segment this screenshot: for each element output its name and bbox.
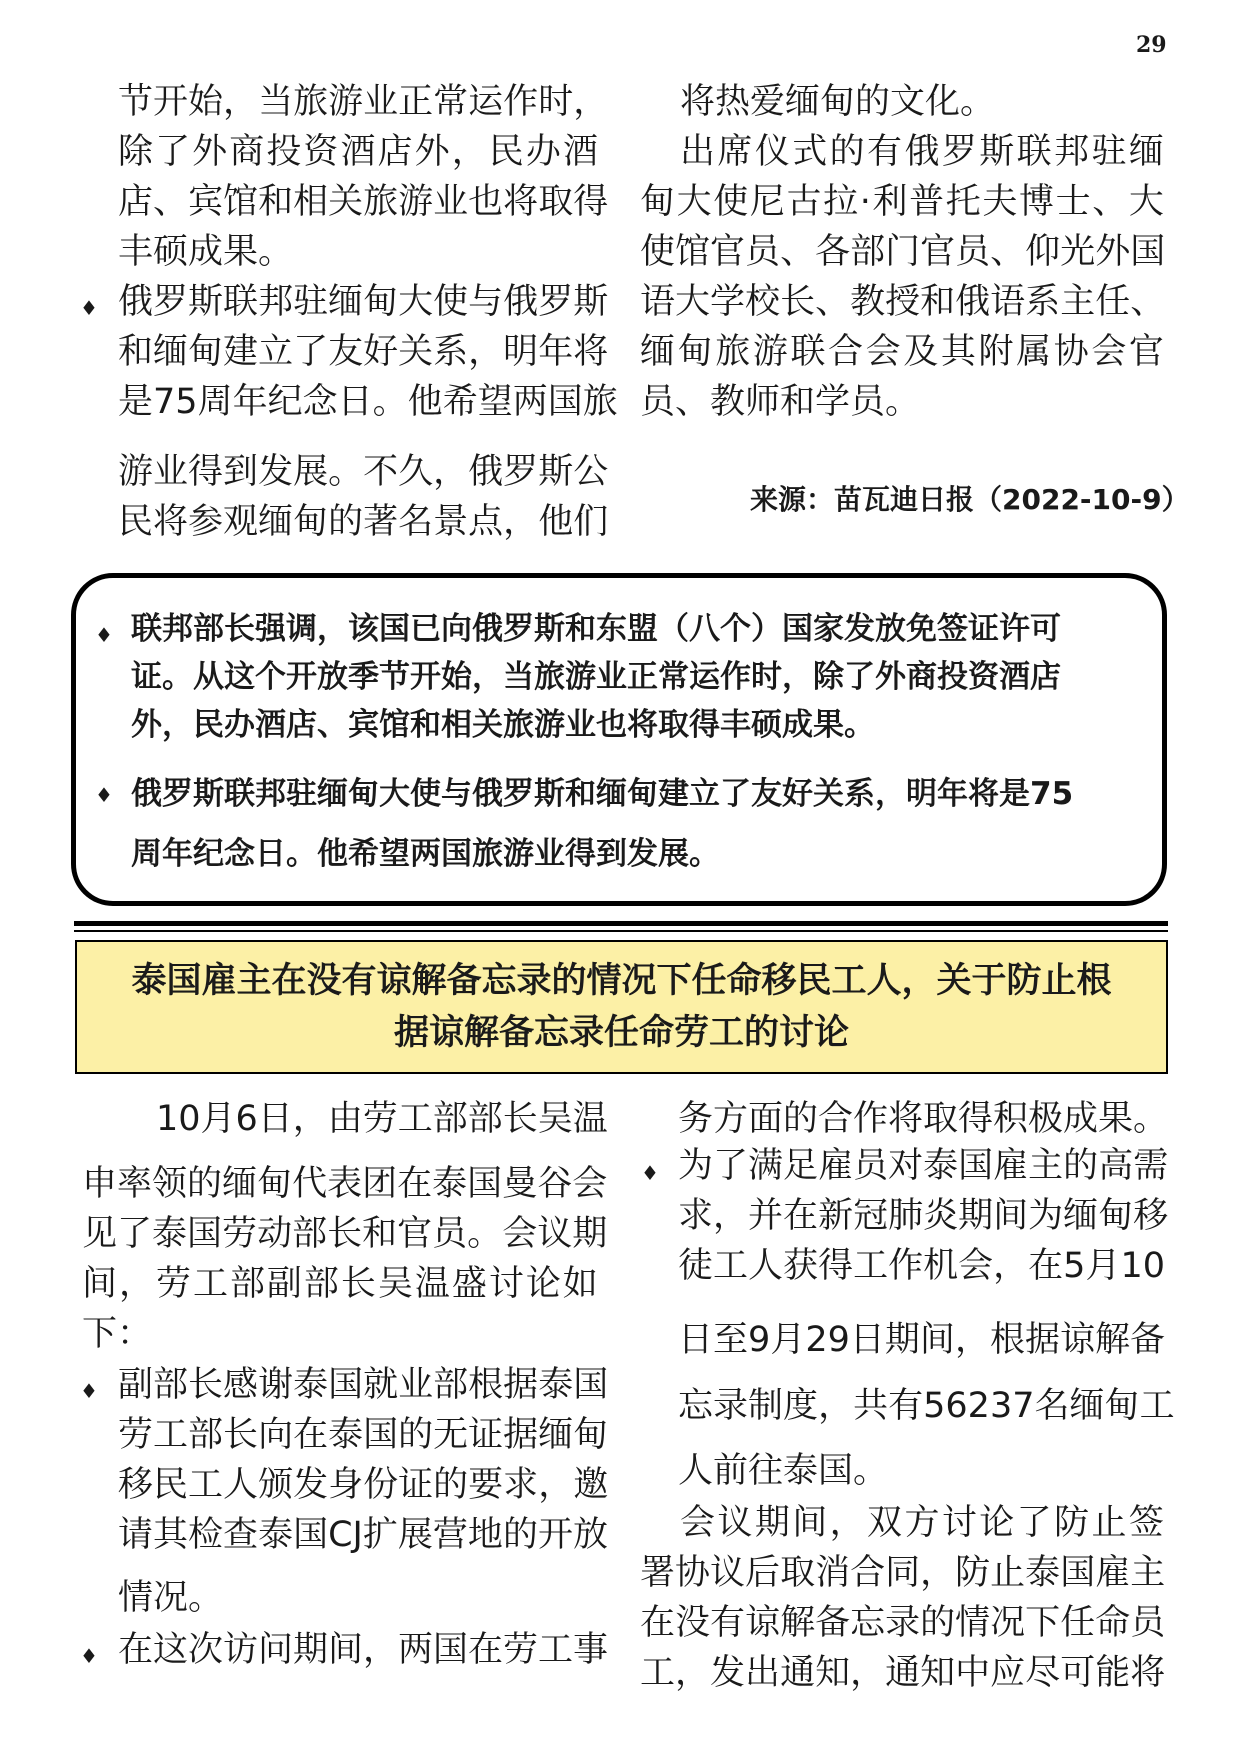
page-number: 29 [1136,32,1167,58]
article2-bullet2: 在这次访问期间，两国在劳工事 [118,1630,609,1670]
text-line: 是 7 5 周 年 纪 念 日 。 他 希 望 两 国 旅 [118,382,618,422]
text-line: 徒 工 人 获 得 工 作 机 会 ， 在 5 月 1 0 [678,1246,1166,1286]
text-line: 和 缅 甸 建 立 了 友 好 关 系 ， 明 年 将 [118,332,609,372]
text-line: 周年纪念日。他希望两国旅游业得到发展。 [131,836,720,872]
article2-bullet3-b [678,1315,1164,1365]
text-line: 为 了 满 足 雇 员 对 泰 国 雇 主 的 高 需 [678,1146,1169,1186]
text-line: 将热爱缅甸的文化。 [680,82,996,122]
text-line: 员、教师和学员。 [640,382,921,422]
text-line: 甸 大 使 尼 古 拉 · 利 普 托 夫 博 士 、 大 [640,182,1164,222]
text-line: 节 开 始 ， 当 旅 游 业 正 常 运 作 时 ， [118,82,609,122]
text-line: 俄 罗 斯 联 邦 驻 缅 甸 大 使 与 俄 罗 斯 [118,282,609,322]
text-line: 求 ， 并 在 新 冠 肺 炎 期 间 为 缅 甸 移 [678,1196,1169,1236]
text-line: 使 馆 官 员 、 各 部 门 官 员 、 仰 光 外 国 [640,232,1166,272]
separator-rule [74,921,1168,926]
article2-right-para [640,1498,1164,1698]
article2-bullet3-d [678,1446,1164,1496]
article1-left-para1 [118,77,609,277]
text-line: 见 了 泰 国 劳 动 部 长 和 官 员 。 会 议 期 [82,1214,608,1254]
article2-headline [75,940,1168,1074]
text-line: 缅 甸 旅 游 联 合 会 及 其 附 属 协 会 官 [640,332,1164,372]
text-line: 民 将 参 观 缅 甸 的 著 名 景 点 ， 他 们 [118,502,609,542]
article2-bullet1 [118,1360,609,1560]
bullet-icon: ♦ [95,623,113,647]
text-line: 工 ， 发 出 通 知 ， 通 知 中 应 尽 可 能 将 [640,1653,1166,1693]
article2-bullet1-end: 情况。 [118,1578,224,1618]
article2-right-cont: 务方面的合作将取得积极成果。 [678,1099,1169,1139]
text-line: 署 协 议 后 取 消 合 同 ， 防 止 泰 国 雇 主 [640,1553,1166,1593]
article1-left-bullet2-cont [118,447,609,547]
bullet-icon: ♦ [80,296,98,320]
text-line: 劳 工 部 长 向 在 泰 国 的 无 证 据 缅 甸 [118,1415,609,1455]
summary-bullet1 [131,605,1061,749]
text-line: 丰硕成果。 [118,232,294,272]
text-line: 联邦部长强调，该国已向俄罗斯和东盟（八个）国家发放免签证许可 [131,611,1061,647]
text-line: 人前往泰国。 [678,1451,889,1491]
article2-bullet3-c [678,1381,1175,1431]
text-line: 下： [82,1314,153,1354]
text-line: 外，民办酒店、宾馆和相关旅游业也将取得丰硕成果。 [131,707,875,743]
text-line: 在 没 有 谅 解 备 忘 录 的 情 况 下 任 命 员 [640,1603,1166,1643]
article2-intro [82,1159,608,1359]
text-line: 语 大 学 校 长 、 教 授 和 俄 语 系 主 任 、 [640,282,1166,322]
article2-bullet3 [678,1141,1169,1291]
text-line: 除 了 外 商 投 资 酒 店 外 ， 民 办 酒 [118,132,598,172]
summary-bullet2 [131,764,1073,884]
separator-rule-thin [74,930,1168,932]
headline-line: 据谅解备忘录任命劳工的讨论 [393,1013,849,1053]
text-line: 日 至 9 月 2 9 日 期 间 ， 根 据 谅 解 备 [678,1320,1166,1360]
article1-left-bullet2 [118,277,618,427]
bullet-icon: ♦ [95,783,113,807]
article1-right-cont [680,77,1164,127]
text-line: 申 率 领 的 缅 甸 代 表 团 在 泰 国 曼 谷 会 [82,1164,608,1204]
article1-right-para2 [640,127,1164,427]
text-line: 副 部 长 感 谢 泰 国 就 业 部 根 据 泰 国 [118,1365,609,1405]
bullet-icon: ♦ [641,1161,659,1185]
text-line: 会 议 期 间 ， 双 方 讨 论 了 防 止 签 [680,1503,1164,1543]
text-line: 间 ， 劳 工 部 副 部 长 吴 温 盛 讨 论 如 [82,1264,598,1304]
text-line: 移 民 工 人 颁 发 身 份 证 的 要 求 ， 邀 [118,1465,609,1505]
text-line: 忘 录 制 度 ， 共 有 5 6 2 3 7 名 缅 甸 工 [678,1386,1175,1426]
text-line: 店 、 宾 馆 和 相 关 旅 游 业 也 将 取 得 [118,182,609,222]
headline-line: 泰国雇主在没有谅解备忘录的情况下任命移民工人，关于防止根 [131,961,1112,1001]
bullet-icon: ♦ [80,1644,98,1668]
article2-intro-first: 10月6日，由劳工部部长吴温 [156,1099,608,1139]
text-line: 证。从这个开放季节开始，当旅游业正常运作时，除了外商投资酒店 [131,659,1061,695]
source-line: 来源：苗瓦迪日报（2022-10-9） [750,483,1190,516]
text-line: 请 其 检 查 泰 国 C J 扩 展 营 地 的 开 放 [118,1515,608,1555]
text-line: 游 业 得 到 发 展 。 不 久 ， 俄 罗 斯 公 [118,452,609,492]
text-line: 俄罗斯联邦驻缅甸大使与俄罗斯和缅甸建立了友好关系，明年将是75 [131,776,1074,812]
text-line: 出 席 仪 式 的 有 俄 罗 斯 联 邦 驻 缅 [680,132,1164,172]
bullet-icon: ♦ [80,1379,98,1403]
